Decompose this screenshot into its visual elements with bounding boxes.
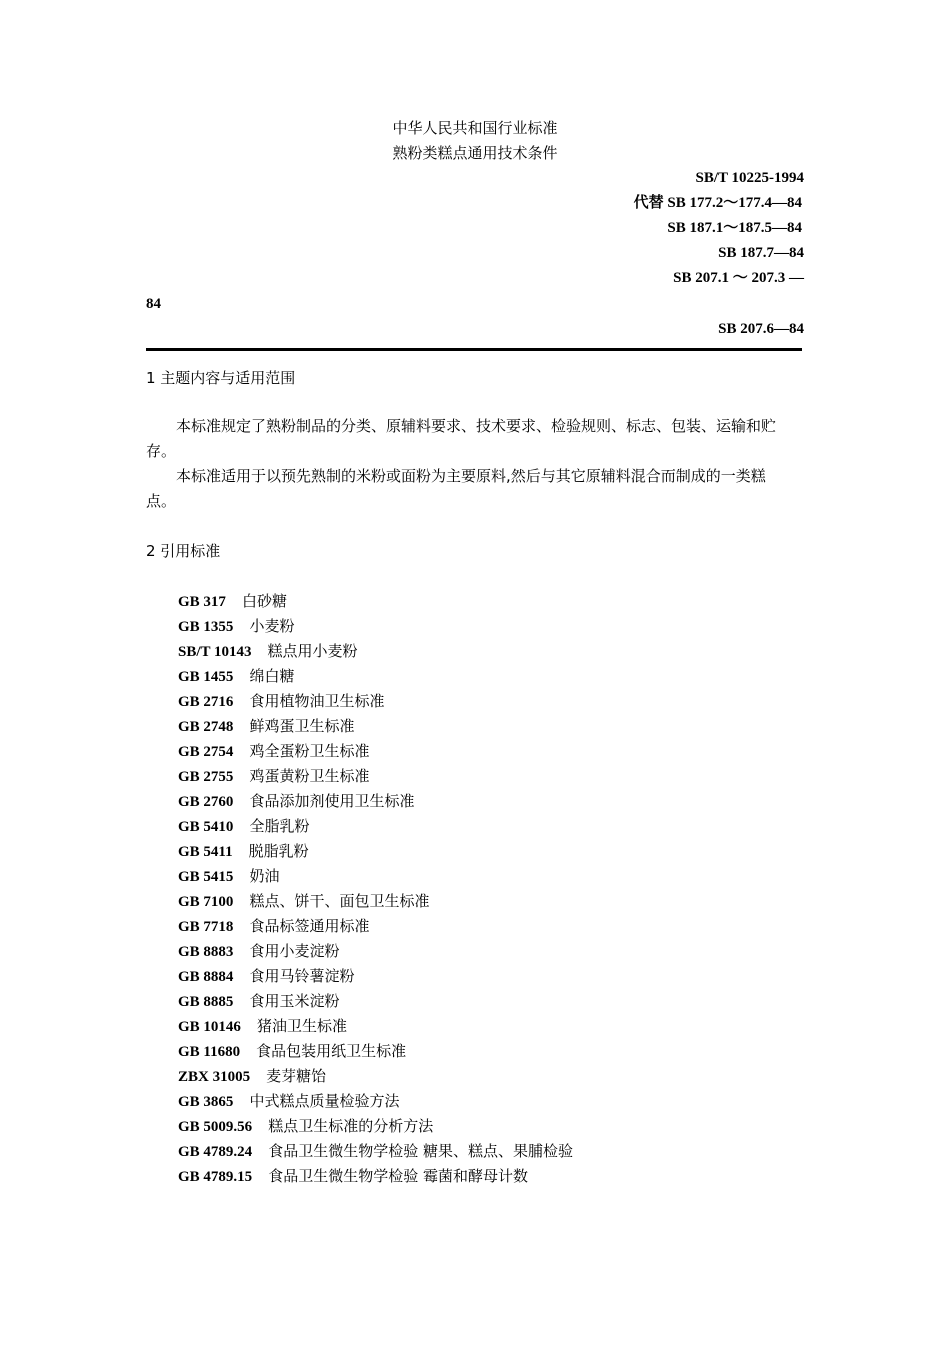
replaces-line-6: SB 207.6—84 [718, 321, 804, 337]
reference-item [178, 864, 573, 889]
reference-name: 鸡蛋黄粉卫生标准 [249, 767, 370, 785]
reference-code: GB 1455 [178, 669, 234, 685]
section-1-heading: 1 主题内容与适用范围 [146, 369, 296, 387]
reference-code: GB 7100 [178, 894, 234, 910]
reference-code: GB 11680 [178, 1044, 241, 1060]
reference-code: GB 8885 [178, 994, 234, 1010]
reference-item [178, 1164, 573, 1189]
reference-item [178, 789, 573, 814]
reference-name: 糕点用小麦粉 [267, 642, 358, 660]
reference-code: GB 7718 [178, 919, 234, 935]
reference-code: GB 2716 [178, 694, 234, 710]
header-divider [146, 348, 802, 351]
replaces-line-4: SB 207.1 ～ 207.3 — [673, 270, 804, 286]
reference-name: 食用马铃薯淀粉 [249, 967, 355, 985]
reference-code: GB 5415 [178, 869, 234, 885]
reference-name: 食品添加剂使用卫生标准 [249, 792, 415, 810]
reference-item [178, 739, 573, 764]
reference-name: 糕点、饼干、面包卫生标准 [249, 892, 430, 910]
reference-item [178, 939, 573, 964]
reference-item [178, 1064, 573, 1089]
reference-item [178, 1139, 573, 1164]
reference-item [178, 639, 573, 664]
reference-item [178, 664, 573, 689]
reference-code: GB 3865 [178, 1094, 234, 1110]
document-title: 熟粉类糕点通用技术条件 [392, 144, 558, 162]
reference-name: 食品标签通用标准 [249, 917, 370, 935]
replaces-line-1: 代替 SB 177.2～177.4—84 [633, 195, 802, 211]
reference-name: 绵白糖 [249, 667, 295, 685]
reference-code: SB/T 10143 [178, 644, 252, 660]
reference-item [178, 1089, 573, 1114]
reference-code: GB 5410 [178, 819, 234, 835]
replaces-line-2: SB 187.1～187.5—84 [667, 220, 802, 236]
standard-category-title: 中华人民共和国行业标准 [392, 119, 558, 137]
reference-name: 猪油卫生标准 [256, 1017, 347, 1035]
reference-item [178, 614, 573, 639]
reference-item [178, 764, 573, 789]
reference-item [178, 989, 573, 1014]
reference-item [178, 589, 573, 614]
reference-name: 脱脂乳粉 [248, 842, 309, 860]
reference-code: GB 5009.56 [178, 1119, 253, 1135]
reference-item [178, 914, 573, 939]
reference-code: GB 317 [178, 594, 226, 610]
reference-name: 奶油 [249, 867, 280, 885]
reference-item [178, 839, 573, 864]
reference-code: GB 2748 [178, 719, 234, 735]
replaces-line-3: SB 187.7—84 [718, 245, 804, 261]
section-1-paragraph-2: 本标准适用于以预先熟制的米粉或面粉为主要原料,然后与其它原辅料混合而制成的一类糕点。 [146, 467, 766, 510]
reference-code: GB 2754 [178, 744, 234, 760]
section-1-paragraph-1: 本标准规定了熟粉制品的分类、原辅料要求、技术要求、检验规则、标志、包装、运输和贮存。 [146, 417, 777, 460]
reference-name: 小麦粉 [249, 617, 295, 635]
reference-code: GB 2760 [178, 794, 234, 810]
reference-item [178, 714, 573, 739]
reference-item [178, 889, 573, 914]
reference-code: GB 4789.15 [178, 1169, 253, 1185]
standard-number: SB/T 10225-1994 [695, 170, 804, 186]
reference-name: 全脂乳粉 [249, 817, 310, 835]
reference-name: 中式糕点质量检验方法 [249, 1092, 400, 1110]
reference-name: 鸡全蛋粉卫生标准 [249, 742, 370, 760]
reference-code: GB 8883 [178, 944, 234, 960]
reference-code: GB 10146 [178, 1019, 241, 1035]
reference-name: 食品卫生微生物学检验 糖果、糕点、果脯检验 [268, 1142, 573, 1160]
reference-name: 麦芽糖饴 [266, 1067, 327, 1085]
reference-code: GB 1355 [178, 619, 234, 635]
reference-name: 鲜鸡蛋卫生标准 [249, 717, 355, 735]
reference-name: 糕点卫生标准的分析方法 [268, 1117, 434, 1135]
reference-item [178, 1114, 573, 1139]
reference-code: GB 2755 [178, 769, 234, 785]
reference-item [178, 1039, 573, 1064]
reference-name: 食用玉米淀粉 [249, 992, 340, 1010]
reference-name: 食用小麦淀粉 [249, 942, 340, 960]
reference-name: 食品包装用纸卫生标准 [256, 1042, 407, 1060]
reference-item [178, 1014, 573, 1039]
reference-item [178, 964, 573, 989]
replaces-line-5: 84 [146, 296, 161, 312]
reference-name: 食品卫生微生物学检验 霉菌和酵母计数 [268, 1167, 528, 1185]
reference-code: GB 4789.24 [178, 1144, 253, 1160]
section-2-heading: 2 引用标准 [146, 542, 221, 560]
reference-name: 食用植物油卫生标准 [249, 692, 385, 710]
reference-item [178, 814, 573, 839]
reference-code: GB 8884 [178, 969, 234, 985]
reference-name: 白砂糖 [241, 592, 287, 610]
referenced-standards-list [178, 589, 573, 1189]
reference-code: ZBX 31005 [178, 1069, 251, 1085]
reference-code: GB 5411 [178, 844, 233, 860]
reference-item [178, 689, 573, 714]
